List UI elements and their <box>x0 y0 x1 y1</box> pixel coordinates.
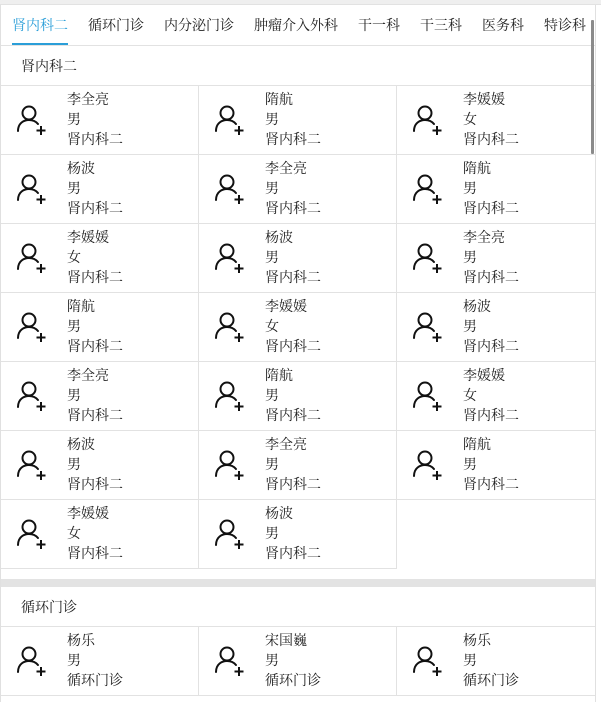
doctor-dept: 肾内科二 <box>67 477 123 493</box>
add-user-icon <box>15 103 49 137</box>
doctor-gender: 男 <box>463 319 477 335</box>
tab-4[interactable]: 干一科 <box>358 18 400 34</box>
doctor-info <box>265 435 321 495</box>
doctor-gender: 女 <box>67 526 81 542</box>
doctor-card[interactable] <box>199 627 397 696</box>
section-title: 循环门诊 <box>1 587 595 627</box>
doctor-dept: 肾内科二 <box>265 408 321 424</box>
doctor-info <box>67 631 123 691</box>
add-user-icon <box>15 448 49 482</box>
add-user-icon <box>213 241 247 275</box>
add-user-icon <box>411 379 445 413</box>
doctor-dept: 肾内科二 <box>67 546 123 562</box>
doctor-gender: 男 <box>67 181 81 197</box>
doctor-dept: 肾内科二 <box>463 132 519 148</box>
doctor-info <box>67 90 123 150</box>
doctor-dept: 肾内科二 <box>265 201 321 217</box>
doctor-card[interactable] <box>397 155 595 224</box>
doctor-gender: 男 <box>463 181 477 197</box>
doctor-info <box>463 159 519 219</box>
doctor-dept: 肾内科二 <box>67 132 123 148</box>
doctor-dept: 肾内科二 <box>265 477 321 493</box>
add-user-icon <box>15 517 49 551</box>
doctor-card[interactable] <box>397 362 595 431</box>
doctor-gender: 男 <box>463 457 477 473</box>
doctor-name: 杨波 <box>67 161 95 177</box>
doctor-grid <box>1 627 595 696</box>
doctor-name: 李全亮 <box>463 230 505 246</box>
doctor-name: 杨乐 <box>463 633 491 649</box>
doctor-name: 杨乐 <box>67 633 95 649</box>
tab-0[interactable]: 肾内科二 <box>12 5 68 45</box>
doctor-card[interactable] <box>397 627 595 696</box>
doctor-info <box>265 366 321 426</box>
doctor-gender: 男 <box>67 457 81 473</box>
doctor-name: 隋航 <box>265 92 293 108</box>
doctor-gender: 男 <box>67 388 81 404</box>
doctor-info <box>265 631 321 691</box>
doctor-info <box>463 435 519 495</box>
add-user-icon <box>411 103 445 137</box>
doctor-info <box>265 228 321 288</box>
doctor-card[interactable] <box>397 431 595 500</box>
sections-container <box>1 46 595 696</box>
doctor-name: 隋航 <box>265 368 293 384</box>
doctor-card[interactable] <box>1 86 199 155</box>
doctor-gender: 男 <box>265 653 279 669</box>
doctor-dept: 肾内科二 <box>67 339 123 355</box>
doctor-info <box>463 90 519 150</box>
doctor-card[interactable] <box>1 155 199 224</box>
doctor-name: 李全亮 <box>265 161 307 177</box>
tab-3[interactable]: 肿瘤介入外科 <box>254 18 338 34</box>
doctor-gender: 女 <box>265 319 279 335</box>
doctor-name: 李媛媛 <box>265 299 307 315</box>
doctor-name: 宋国巍 <box>265 633 307 649</box>
doctor-dept: 循环门诊 <box>265 673 321 689</box>
add-user-icon <box>213 379 247 413</box>
tab-6[interactable]: 医务科 <box>482 18 524 34</box>
doctor-gender: 女 <box>463 388 477 404</box>
doctor-dept: 肾内科二 <box>67 201 123 217</box>
doctor-gender: 男 <box>67 319 81 335</box>
doctor-grid <box>1 86 595 569</box>
doctor-name: 隋航 <box>67 299 95 315</box>
add-user-icon <box>213 517 247 551</box>
section-title: 肾内科二 <box>1 46 595 86</box>
doctor-name: 李媛媛 <box>67 230 109 246</box>
doctor-card[interactable] <box>1 293 199 362</box>
doctor-gender: 男 <box>265 250 279 266</box>
add-user-icon <box>213 172 247 206</box>
section-divider <box>1 579 595 587</box>
doctor-info <box>463 631 519 691</box>
add-user-icon <box>15 379 49 413</box>
doctor-name: 隋航 <box>463 161 491 177</box>
doctor-gender: 男 <box>463 250 477 266</box>
doctor-card[interactable] <box>199 293 397 362</box>
doctor-card[interactable] <box>1 362 199 431</box>
add-user-icon <box>15 241 49 275</box>
add-user-icon <box>411 310 445 344</box>
doctor-gender: 男 <box>67 653 81 669</box>
doctor-name: 李媛媛 <box>67 506 109 522</box>
add-user-icon <box>213 103 247 137</box>
tab-1[interactable]: 循环门诊 <box>88 18 144 34</box>
doctor-name: 杨波 <box>463 299 491 315</box>
doctor-card[interactable] <box>199 362 397 431</box>
add-user-icon <box>15 172 49 206</box>
doctor-info <box>463 366 519 426</box>
doctor-dept: 肾内科二 <box>265 546 321 562</box>
doctor-dept: 肾内科二 <box>67 270 123 286</box>
add-user-icon <box>411 644 445 678</box>
add-user-icon <box>411 448 445 482</box>
doctor-card[interactable] <box>1 627 199 696</box>
doctor-info <box>265 297 321 357</box>
doctor-dept: 肾内科二 <box>463 477 519 493</box>
doctor-gender: 男 <box>67 112 81 128</box>
doctor-info <box>265 159 321 219</box>
add-user-icon <box>411 241 445 275</box>
doctor-name: 李媛媛 <box>463 92 505 108</box>
doctor-dept: 肾内科二 <box>265 339 321 355</box>
doctor-name: 隋航 <box>463 437 491 453</box>
doctor-name: 李媛媛 <box>463 368 505 384</box>
doctor-dept: 肾内科二 <box>463 201 519 217</box>
tab-2[interactable]: 内分泌门诊 <box>164 18 234 34</box>
doctor-gender: 男 <box>265 388 279 404</box>
doctor-info <box>67 228 123 288</box>
doctor-card[interactable] <box>199 500 397 569</box>
doctor-card[interactable] <box>1 224 199 293</box>
doctor-card[interactable] <box>199 155 397 224</box>
doctor-dept: 肾内科二 <box>463 270 519 286</box>
doctor-gender: 男 <box>265 181 279 197</box>
doctor-info <box>67 435 123 495</box>
doctor-info <box>265 504 321 564</box>
doctor-gender: 男 <box>265 112 279 128</box>
doctor-card[interactable] <box>397 86 595 155</box>
doctor-info <box>463 228 519 288</box>
add-user-icon <box>213 310 247 344</box>
doctor-card[interactable] <box>199 224 397 293</box>
doctor-dept: 肾内科二 <box>463 408 519 424</box>
doctor-info <box>67 366 123 426</box>
doctor-gender: 男 <box>265 457 279 473</box>
doctor-gender: 女 <box>463 112 477 128</box>
doctor-dept: 循环门诊 <box>463 673 519 689</box>
department-doctor-panel <box>0 5 596 702</box>
doctor-dept: 循环门诊 <box>67 673 123 689</box>
doctor-gender: 女 <box>67 250 81 266</box>
doctor-dept: 肾内科二 <box>67 408 123 424</box>
doctor-dept: 肾内科二 <box>265 270 321 286</box>
tab-7[interactable]: 特诊科 <box>544 18 586 34</box>
add-user-icon <box>15 644 49 678</box>
doctor-card[interactable] <box>199 86 397 155</box>
doctor-name: 李全亮 <box>67 92 109 108</box>
doctor-card[interactable] <box>397 293 595 362</box>
tab-5[interactable]: 干三科 <box>420 18 462 34</box>
add-user-icon <box>411 172 445 206</box>
doctor-name: 杨波 <box>265 506 293 522</box>
doctor-gender: 男 <box>265 526 279 542</box>
scrollbar[interactable] <box>591 20 594 154</box>
doctor-dept: 肾内科二 <box>463 339 519 355</box>
doctor-name: 李全亮 <box>265 437 307 453</box>
doctor-name: 杨波 <box>265 230 293 246</box>
doctor-info <box>265 90 321 150</box>
doctor-card[interactable] <box>199 431 397 500</box>
add-user-icon <box>213 644 247 678</box>
doctor-name: 李全亮 <box>67 368 109 384</box>
doctor-card[interactable] <box>1 500 199 569</box>
doctor-info <box>67 504 123 564</box>
doctor-dept: 肾内科二 <box>265 132 321 148</box>
doctor-card[interactable] <box>397 224 595 293</box>
doctor-name: 杨波 <box>67 437 95 453</box>
doctor-info <box>67 159 123 219</box>
doctor-gender: 男 <box>463 653 477 669</box>
doctor-info <box>67 297 123 357</box>
add-user-icon <box>213 448 247 482</box>
doctor-info <box>463 297 519 357</box>
add-user-icon <box>15 310 49 344</box>
doctor-card[interactable] <box>1 431 199 500</box>
department-tabs <box>1 5 595 46</box>
